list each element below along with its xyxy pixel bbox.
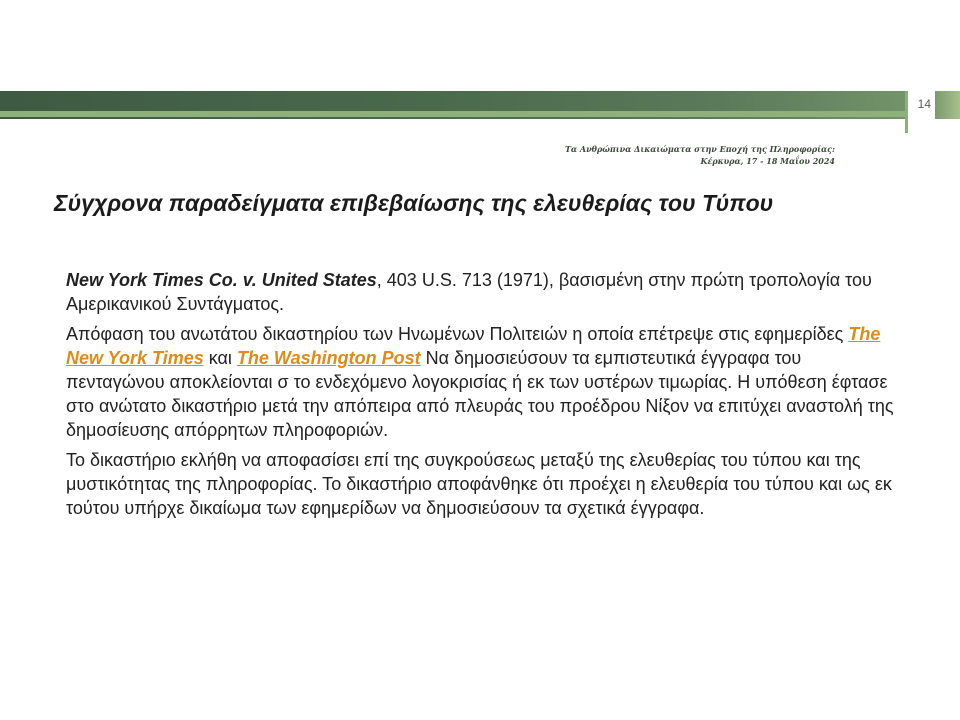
case-citation: , 403 U.S. 713 (1971), βασισμένη στην πρώτη τροπολογία του Αμερικανικού Συντάγματος.: [66, 270, 872, 314]
paragraph-case: [66, 268, 896, 316]
slide-content: [66, 268, 896, 526]
case-name: New York Times Co. v. United States: [66, 270, 377, 290]
page-number-box: [905, 91, 935, 133]
decision-text-2: Να δημοσιεύσουν τα εμπιστευτικά έγγραφα του πενταγώνου αποκλείονται σ το ενδεχόμενο λογοκρισίας ή εκ των υστέρων τιμωρίας. Η υπόθεση έφτασε στο ανώτατο δικαστήριο μετά την απόπειρα από πλευράς του προέδρου Νίξον να επιτύχει αναστολή της δημοσίευσης απόρρητων πληροφοριών.: [66, 348, 894, 440]
banner-right-strip: [935, 91, 960, 119]
top-banner: [0, 91, 960, 119]
slide-title: Σύγχρονα παραδείγματα επιβεβαίωσης της ελευθερίας του Τύπου: [54, 190, 774, 216]
banner-accent-strip: [0, 111, 905, 117]
link-new-york-times[interactable]: The New York Times: [66, 324, 881, 368]
paragraph-ruling: Το δικαστήριο εκλήθη να αποφασίσει επί της συγκρούσεως μεταξύ της ελευθερίας του τύπου και της μυστικότητας της πληροφορίας. Το δικαστήριο αποφάνθηκε ότι προέχει η ελευθερία του τύπου και ως εκ τούτου υπήρχε δικαίωμα των εφημερίδων να δημοσιεύσουν τα σχετικά έγγραφα.: [66, 450, 892, 518]
link-washington-post[interactable]: The Washington Post: [236, 348, 421, 368]
header-note-line2: Κέρκυρα, 17 - 18 Μαΐου 2024: [700, 156, 835, 166]
decision-and: και: [203, 348, 237, 368]
header-note: [565, 143, 835, 167]
page-number: 14: [917, 97, 931, 111]
paragraph-decision: [66, 322, 896, 442]
decision-text-1: Απόφαση του ανωτάτου δικαστηρίου των Ηνωμένων Πολιτειών η οποία επέτρεψε στις εφημερίδες: [66, 324, 849, 344]
header-note-line1: Τα Ανθρώπινα Δικαιώματα στην Εποχή της Πληροφορίας:: [564, 144, 835, 154]
